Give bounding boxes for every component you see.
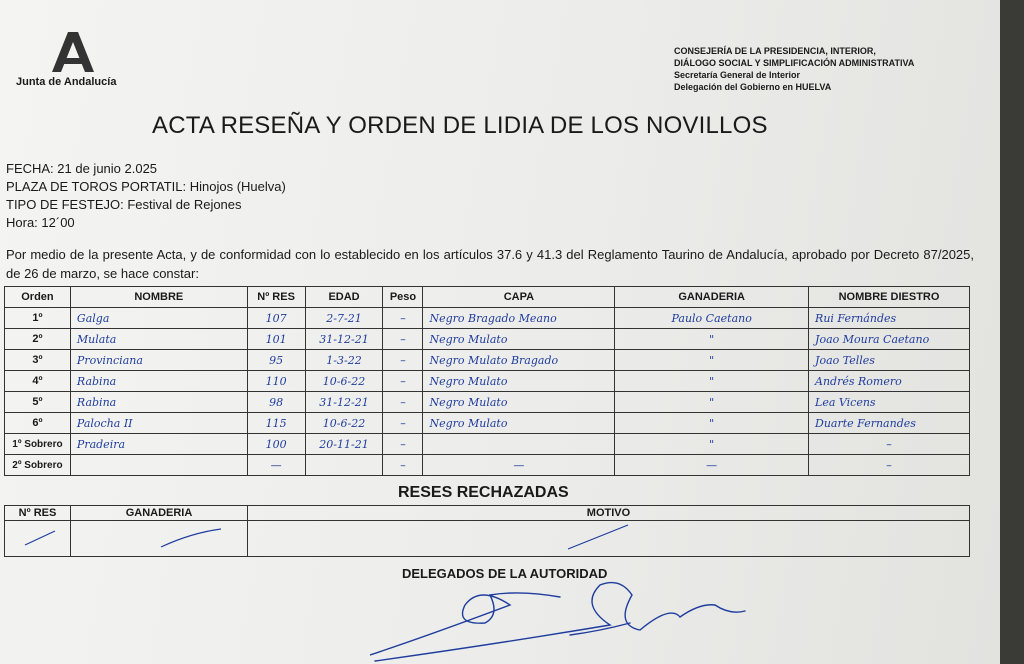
cell-diestro: Andrés Romero: [809, 371, 970, 392]
cell-edad: 31-12-21: [305, 329, 383, 350]
cell-peso: –: [383, 308, 423, 329]
cell-ganaderia: ": [615, 392, 809, 413]
cell-edad: [305, 455, 383, 476]
cell-capa: —: [423, 455, 615, 476]
cell-orden: 1º: [5, 308, 71, 329]
table-row: [5, 308, 970, 329]
intro-paragraph: Por medio de la presente Acta, y de conformidad con lo establecido en los artículos 37.6 y 41.3 del Reglamento Taurino de Andalucía, aprobado por Decreto 87/2025, de 26 de marzo, se hace constar:: [6, 247, 974, 281]
header-motivo: MOTIVO: [248, 506, 970, 521]
cell-ganaderia: ": [615, 329, 809, 350]
strike-mark: [248, 521, 948, 551]
strike-mark: [71, 521, 241, 551]
header-diestro: NOMBRE DIESTRO: [809, 287, 970, 308]
header-capa: CAPA: [423, 287, 615, 308]
header-res: Nº RES: [5, 506, 71, 521]
department-header: [674, 45, 914, 93]
cell-ganaderia: ": [615, 413, 809, 434]
cell-res: 115: [247, 413, 305, 434]
logo-text: Junta de Andalucía: [16, 76, 117, 88]
signatures: [370, 575, 750, 664]
cell-nombre: Galga: [70, 308, 247, 329]
dept-line-4: Delegación del Gobierno en HUELVA: [674, 82, 832, 92]
header-nombre: NOMBRE: [70, 287, 247, 308]
table-row: [5, 392, 970, 413]
cell-capa: Negro Mulato: [423, 371, 615, 392]
cell-peso: –: [383, 434, 423, 455]
cell-res: 110: [247, 371, 305, 392]
info-hora: Hora: 12´00: [6, 215, 75, 230]
delegados-title: DELEGADOS DE LA AUTORIDAD: [402, 566, 608, 581]
cell-orden: 2º Sobrero: [5, 455, 71, 476]
rechazadas-title: RESES RECHAZADAS: [398, 484, 569, 501]
cell-orden: 1º Sobrero: [5, 434, 71, 455]
lidia-table: [4, 286, 970, 476]
cell-diestro: Joao Telles: [809, 350, 970, 371]
cell-ganaderia: ": [615, 371, 809, 392]
signature-2: [375, 583, 745, 661]
cell-orden: 2º: [5, 329, 71, 350]
cell-edad: 10-6-22: [305, 371, 383, 392]
cell-peso: –: [383, 371, 423, 392]
cell-edad: 1-3-22: [305, 350, 383, 371]
document-title: ACTA RESEÑA Y ORDEN DE LIDIA DE LOS NOVILLOS: [152, 112, 768, 139]
cell-nombre: Provinciana: [70, 350, 247, 371]
info-plaza: PLAZA DE TOROS PORTATIL: Hinojos (Huelva): [6, 179, 286, 194]
table-row: [5, 371, 970, 392]
junta-logo-icon: [48, 30, 96, 74]
cell-diestro: Rui Fernándes: [809, 308, 970, 329]
cell-ganaderia: —: [615, 455, 809, 476]
header-ganaderia: GANADERIA: [615, 287, 809, 308]
junta-logo: [16, 30, 136, 88]
rechazadas-table: [4, 505, 970, 557]
cell-ganaderia: ": [615, 434, 809, 455]
cell-orden: 5º: [5, 392, 71, 413]
header-res: Nº RES: [247, 287, 305, 308]
event-info: [6, 160, 286, 232]
cell-capa: Negro Bragado Meano: [423, 308, 615, 329]
strike-cell: [248, 521, 970, 557]
cell-diestro: –: [809, 455, 970, 476]
cell-capa: [423, 434, 615, 455]
cell-capa: Negro Mulato: [423, 413, 615, 434]
table-row: [5, 329, 970, 350]
cell-peso: –: [383, 455, 423, 476]
signature-1: [370, 593, 560, 655]
cell-res: —: [247, 455, 305, 476]
cell-nombre: Mulata: [70, 329, 247, 350]
cell-edad: 10-6-22: [305, 413, 383, 434]
cell-nombre: [70, 455, 247, 476]
cell-res: 98: [247, 392, 305, 413]
cell-nombre: Rabina: [70, 392, 247, 413]
lidia-header-row: [5, 287, 970, 308]
table-row: [5, 434, 970, 455]
cell-orden: 6º: [5, 413, 71, 434]
cell-nombre: Palocha II: [70, 413, 247, 434]
cell-edad: 20-11-21: [305, 434, 383, 455]
cell-diestro: –: [809, 434, 970, 455]
cell-edad: 2-7-21: [305, 308, 383, 329]
cell-peso: –: [383, 413, 423, 434]
cell-peso: –: [383, 350, 423, 371]
info-tipo: TIPO DE FESTEJO: Festival de Rejones: [6, 197, 242, 212]
rechazadas-header-row: [5, 506, 970, 521]
cell-ganaderia: Paulo Caetano: [615, 308, 809, 329]
table-row: [5, 455, 970, 476]
dept-line-2: DIÁLOGO SOCIAL Y SIMPLIFICACIÓN ADMINISTRATIVA: [674, 58, 915, 68]
cell-diestro: Duarte Fernandes: [809, 413, 970, 434]
cell-edad: 31-12-21: [305, 392, 383, 413]
cell-orden: 3º: [5, 350, 71, 371]
header-peso: Peso: [383, 287, 423, 308]
cell-res: 101: [247, 329, 305, 350]
cell-capa: Negro Mulato: [423, 392, 615, 413]
strike-cell: [5, 521, 71, 557]
header-edad: EDAD: [305, 287, 383, 308]
dept-line-1: CONSEJERÍA DE LA PRESIDENCIA, INTERIOR,: [674, 46, 876, 56]
table-row: [5, 521, 970, 557]
cell-ganaderia: ": [615, 350, 809, 371]
cell-diestro: Lea Vicens: [809, 392, 970, 413]
table-row: [5, 413, 970, 434]
info-fecha: FECHA: 21 de junio 2.025: [6, 161, 158, 176]
cell-nombre: Pradeira: [70, 434, 247, 455]
strike-cell: [71, 521, 248, 557]
cell-res: 100: [247, 434, 305, 455]
strike-mark: [5, 521, 65, 551]
cell-capa: Negro Mulato Bragado: [423, 350, 615, 371]
cell-nombre: Rabina: [70, 371, 247, 392]
table-row: [5, 350, 970, 371]
dept-line-3: Secretaría General de Interior: [674, 70, 801, 80]
header-orden: Orden: [5, 287, 71, 308]
cell-res: 107: [247, 308, 305, 329]
cell-peso: –: [383, 329, 423, 350]
cell-orden: 4º: [5, 371, 71, 392]
cell-peso: –: [383, 392, 423, 413]
header-ganaderia: GANADERIA: [71, 506, 248, 521]
cell-diestro: Joao Moura Caetano: [809, 329, 970, 350]
cell-res: 95: [247, 350, 305, 371]
cell-capa: Negro Mulato: [423, 329, 615, 350]
